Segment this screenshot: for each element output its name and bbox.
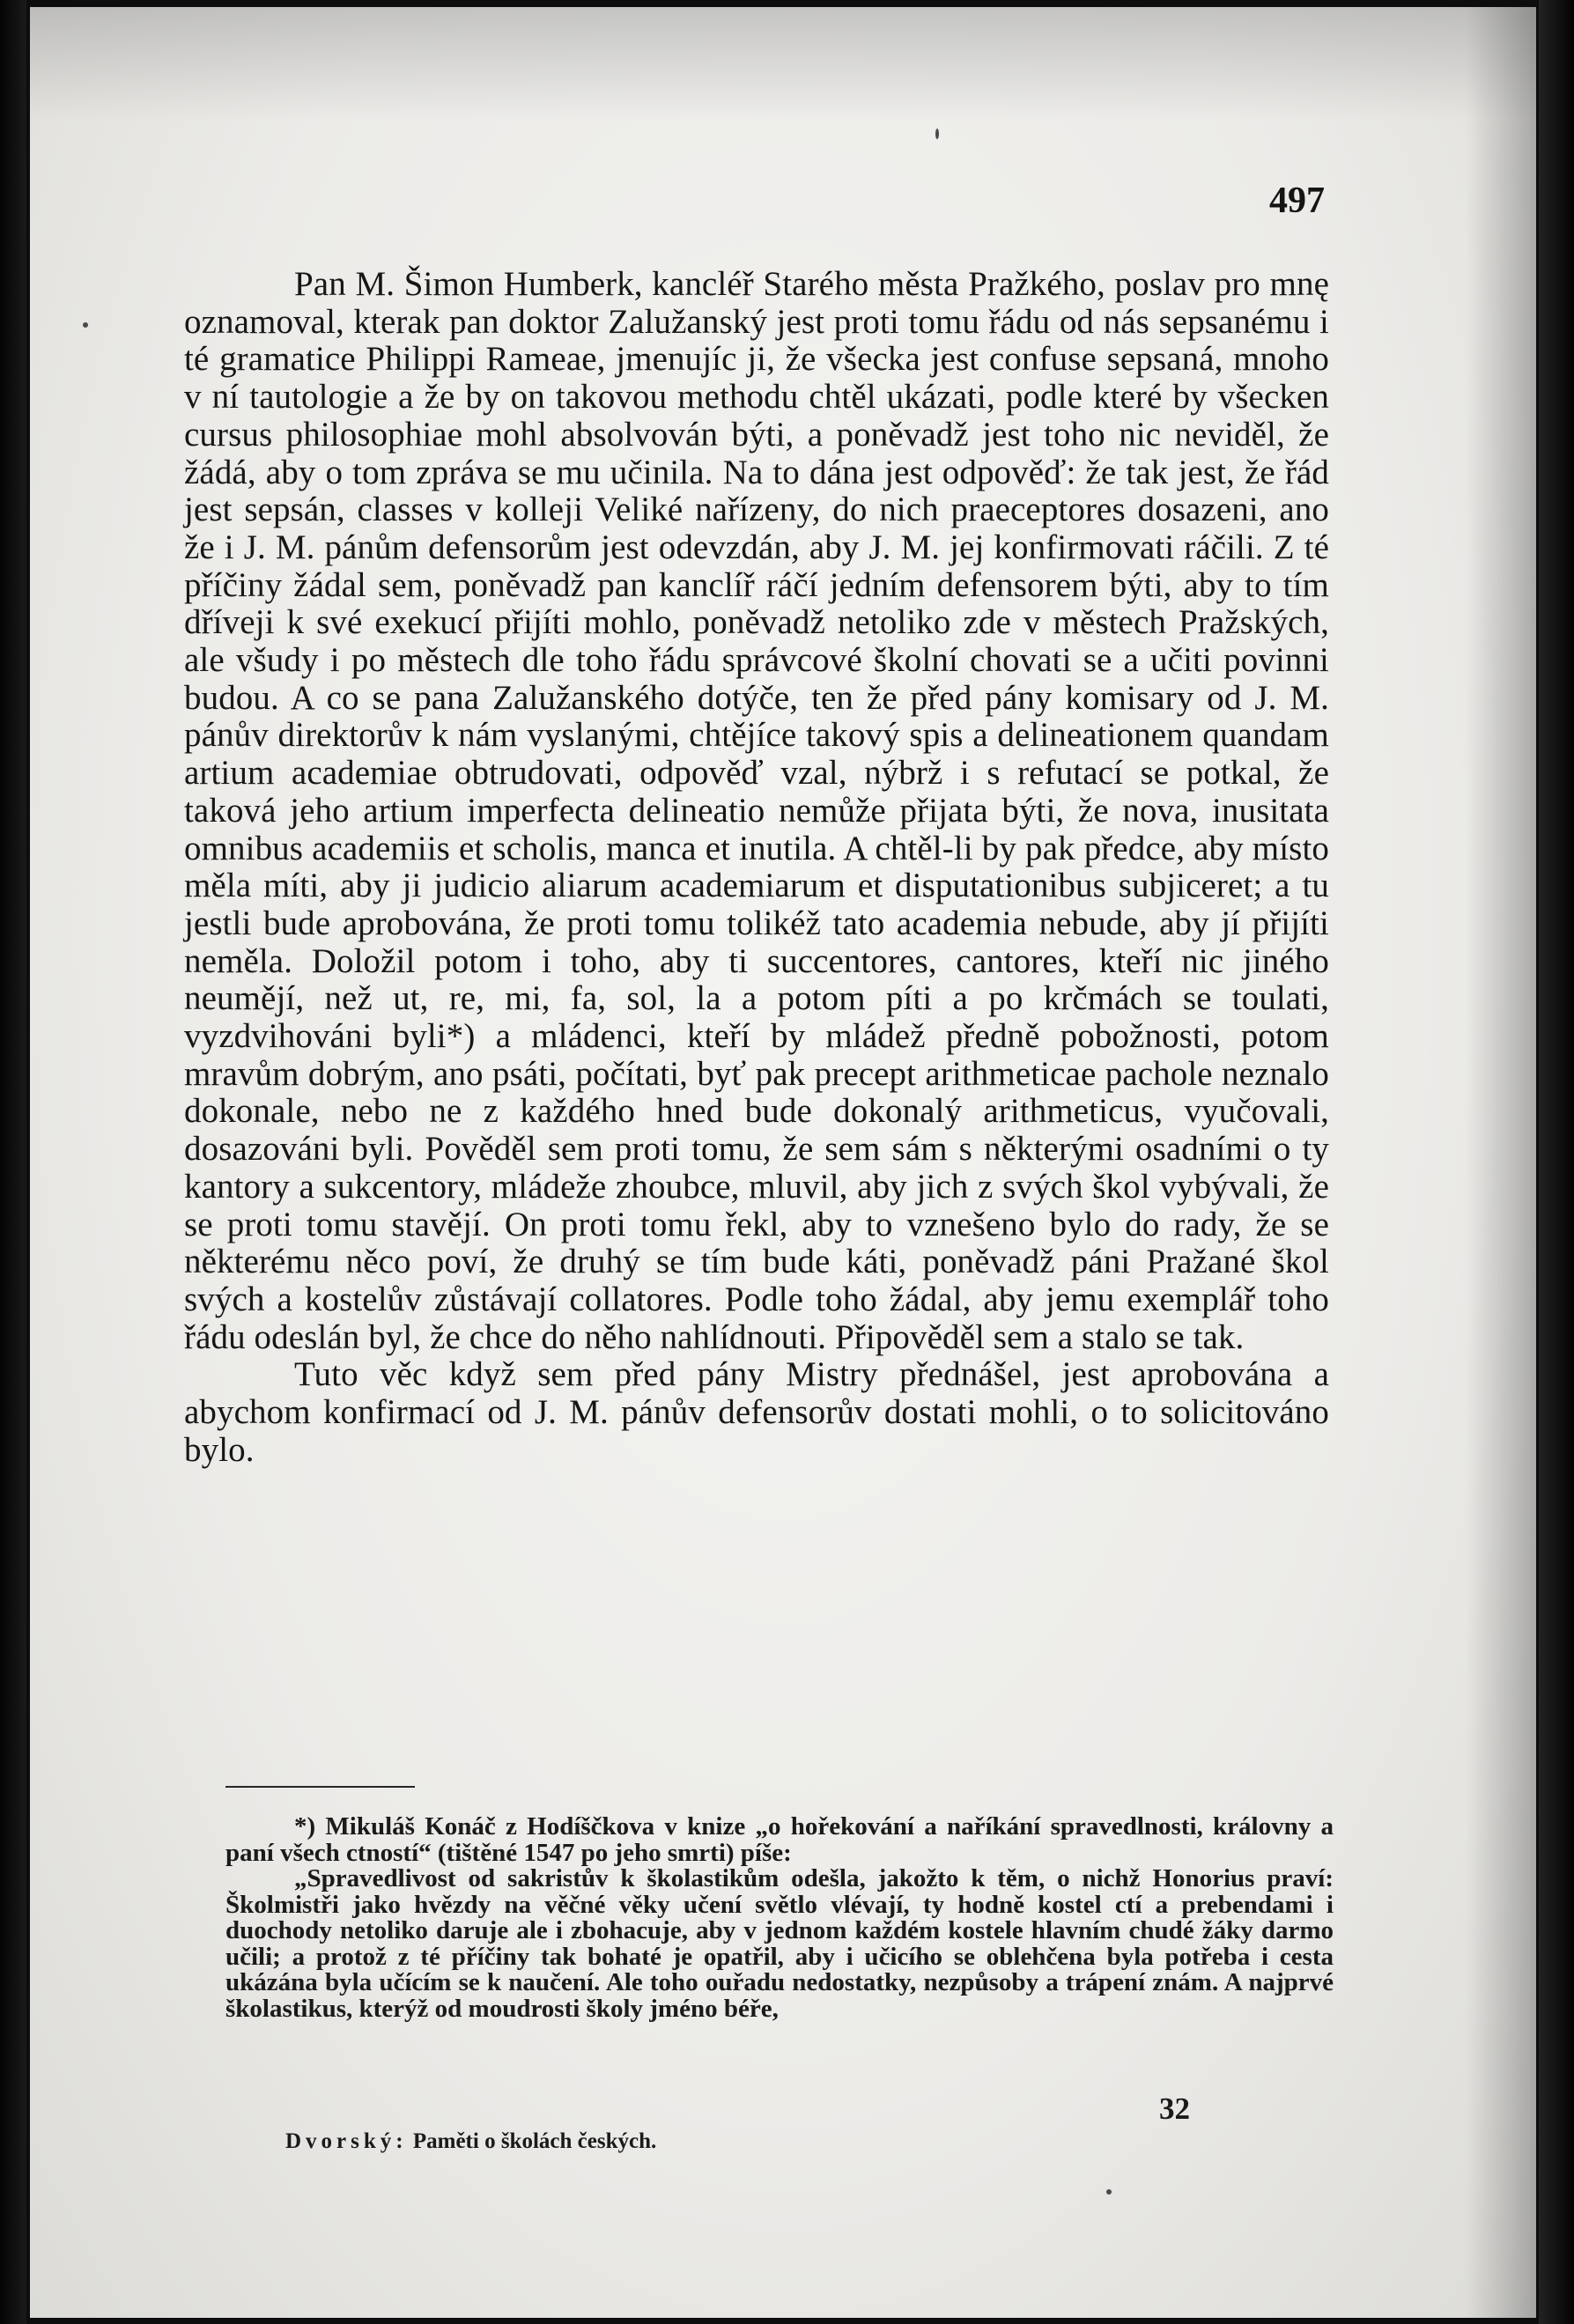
scan-border-left <box>0 0 26 2324</box>
footnotes <box>225 1814 1334 2022</box>
page-number: 497 <box>1269 181 1325 221</box>
paper-speck <box>83 322 88 328</box>
book-page <box>30 7 1536 2318</box>
main-text <box>184 266 1329 1470</box>
paper-speck <box>935 129 939 139</box>
signature-author: Dvorský: <box>285 2129 408 2153</box>
paragraph: Tuto věc když sem před pány Mistry přednášel, jest aprobována a abychom konfirmací od J. M. pánův defensorův dostati mohli, o to solicitováno bylo. <box>184 1355 1329 1469</box>
footnote: *) Mikuláš Konáč z Hodíščkova v knize „o hořekování a naříkání spravedlnosti, královny a paní všech ctností“ (tištěné 1547 po jeho smrti) píše: <box>225 1812 1334 1867</box>
paper-speck <box>1106 2189 1112 2195</box>
printer-signature-line <box>285 2129 990 2154</box>
footnote-divider <box>225 1786 415 1788</box>
signature-title: Paměti o školách českých. <box>412 2129 657 2153</box>
page-shadow-right <box>1466 7 1536 2318</box>
scan-border-right <box>1539 0 1574 2324</box>
printer-signature-number: 32 <box>1159 2092 1190 2126</box>
footnote: „Spravedlivost od sakristův k školastikům odešla, jakožto k těm, o nichž Honorius praví: Školmistři jako hvězdy na věčné věky učení světlo vlévají, ty hodně kostel ctí a prebendami i duochody netoliko daruje ale i zbohacuje, aby v jednom každém kostele hlavním chudé žáky darmo učili; a protož z té příčiny tak bohaté je opatřil, aby i učicího se oblehčena byla potřeba i cesta ukázána byla učícím se k naučení. Ale toho ouřadu nedostatky, nezpůsoby a trápení znám. A najprvé školastikus, kterýž od moudrosti školy jméno béře, <box>225 1864 1334 2023</box>
paragraph: Pan M. Šimon Humberk, kancléř Starého města Pražkého, poslav pro mnę oznamoval, kterak pan doktor Zalužanský jest proti tomu řádu od nás sepsanému i té gramatice Philippi Rameae, jmenujíc ji, že všecka jest confuse sepsaná, mnoho v ní tautologie a že by on takovou methodu chtěl ukázati, podle které by všecken cursus philosophiae mohl absolvován býti, a poněvadž jest toho nic neviděl, že žádá, aby o tom zpráva se mu učinila. Na to dána jest odpověď: že tak jest, že řád jest sepsán, classes v kolleji Veliké nařízeny, do nich praeceptores dosazeni, ano že i J. M. pánům defensorům jest odevzdán, aby J. M. jej konfirmovati ráčili. Z té příčiny žádal sem, poněvadž pan kanclíř ráčí jedním defensorem býti, aby to tím dříveji k své exekucí přijíti mohlo, poněvadž netoliko zde v městech Pražských, ale všudy i po městech dle toho řádu správcové školní chovati se a učiti povinni budou. A co se pana Zalužanského dotýče, ten že před pány komisary od J. M. pánův direktorův k nám vyslanými, chtějíce takový spis a delineationem quandam artium academiae obtrudovati, odpověď vzal, nýbrž i s refutací se potkal, že taková jeho artium imperfecta delineatio nemůže přijata býti, že nova, inusitata omnibus academiis et scholis, manca et inutila. A chtěl-li by pak předce, aby místo měla míti, aby ji judicio aliarum academiarum et disputationibus subjiceret; a tu jestli bude aprobována, že proti tomu tolikéž tato academia nebude, aby jí přijíti neměla. Doložil potom i toho, aby ti succentores, cantores, kteří nic jiného neumějí, než ut, re, mi, fa, sol, la a potom píti a po krčmách se toulati, vyzdvihováni byli*) a mládenci, kteří by mládež předně pobožnosti, potom mravům dobrým, ano psáti, počítati, byť pak precept arithmeticae pachole neznalo dokonale, nebo ne z každého hned bude dokonalý arithmeticus, vyučovali, dosazováni byli. Pověděl sem proti tomu, že sem sám s některými osadními o ty kantory a sukcentory, mládeže zhoubce, mluvil, aby jich z svých škol vybývali, že se proti tomu stavějí. On proti tomu řekl, aby to vznešeno bylo do rady, že se některému něco poví, že druhý se tím bude káti, poněvadž páni Pražané škol svých a kostelův zůstávají collatores. Podle toho žádal, aby jemu exemplář toho řádu odeslán byl, že chce do něho nahlídnouti. Připověděl sem a stalo se tak. <box>184 265 1329 1356</box>
page-shadow-top <box>30 7 1536 122</box>
